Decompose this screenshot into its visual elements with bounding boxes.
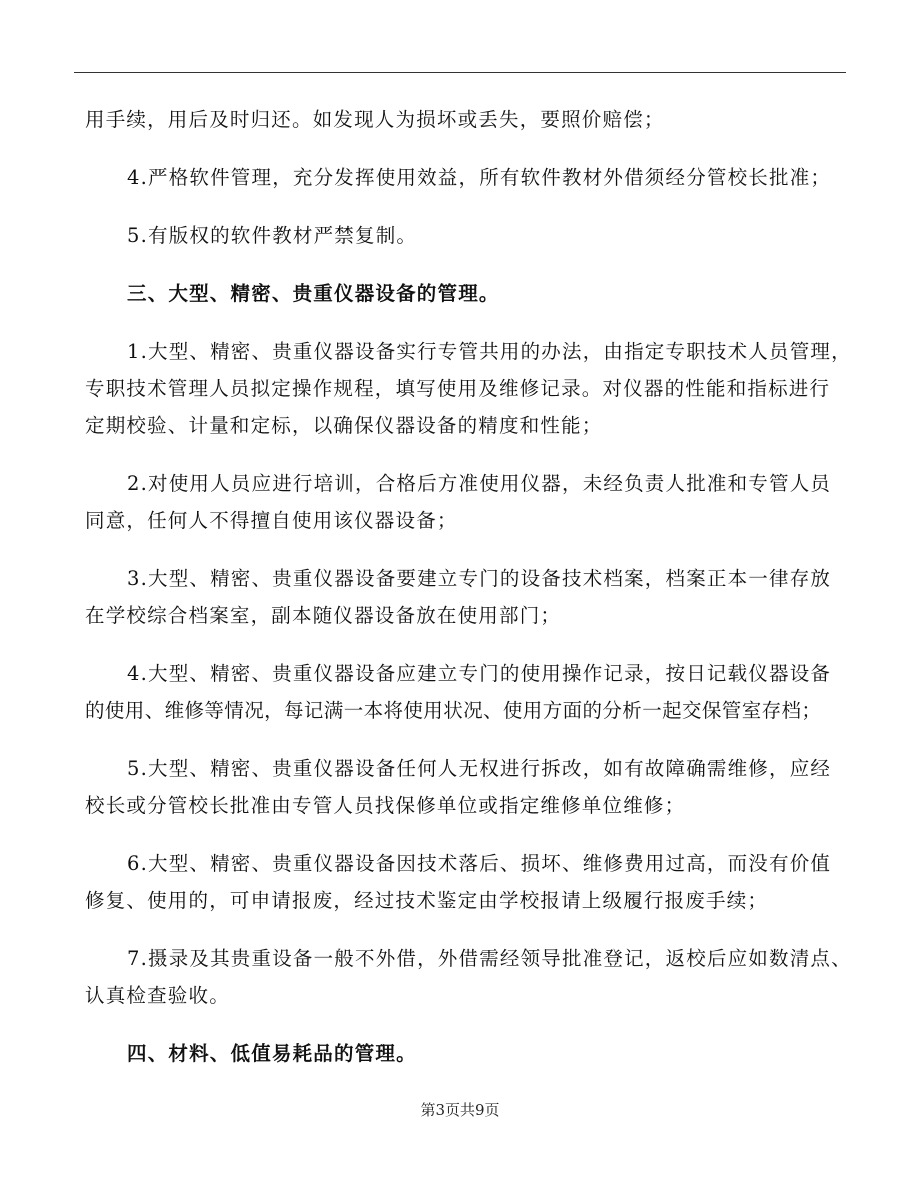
text-line: 用手续，用后及时归还。如发现人为损坏或丢失，要照价赔偿； [85, 108, 665, 131]
text-line: 3.大型、精密、贵重仪器设备要建立专门的设备技术档案，档案正本一律存放 [127, 567, 832, 590]
header-rule [74, 72, 846, 73]
text-line: 校长或分管校长批准由专管人员找保修单位或指定维修单位维修； [85, 794, 686, 817]
text-line: 的使用、维修等情况，每记满一本将使用状况、使用方面的分析一起交保管室存档； [85, 699, 822, 722]
text-line: 5.有版权的软件教材严禁复制。 [127, 224, 418, 247]
text-line: 6.大型、精密、贵重仪器设备因技术落后、损坏、维修费用过高，而没有价值 [127, 852, 832, 875]
text-line: 4.严格软件管理，充分发挥使用效益，所有软件教材外借须经分管校长批准； [127, 166, 832, 189]
text-line: 认真检查验收。 [85, 984, 230, 1007]
text-line: 4.大型、精密、贵重仪器设备应建立专门的使用操作记录，按日记载仪器设备 [127, 662, 832, 685]
text-line: 7.摄录及其贵重设备一般不外借，外借需经领导批准登记，返校后应如数清点、 [127, 947, 852, 970]
text-line: 1.大型、精密、贵重仪器设备实行专管共用的办法，由指定专职技术人员管理， [127, 340, 852, 363]
text-line: 2.对使用人员应进行培训，合格后方准使用仪器，未经负责人批准和专管人员 [127, 472, 832, 495]
text-line: 在学校综合档案室，副本随仪器设备放在使用部门； [85, 604, 562, 627]
section-heading: 四、材料、低值易耗品的管理。 [127, 1042, 417, 1065]
text-line: 定期校验、计量和定标，以确保仪器设备的精度和性能； [85, 414, 603, 437]
page-number: 第3页共9页 [420, 1101, 500, 1119]
section-heading: 三、大型、精密、贵重仪器设备的管理。 [127, 282, 500, 305]
text-line: 同意，任何人不得擅自使用该仪器设备； [85, 509, 458, 532]
document-body [85, 101, 852, 1072]
text-line: 5.大型、精密、贵重仪器设备任何人无权进行拆改，如有故障确需维修，应经 [127, 757, 832, 780]
text-line: 修复、使用的，可申请报废，经过技术鉴定由学校报请上级履行报废手续； [85, 889, 769, 912]
text-line: 专职技术管理人员拟定操作规程，填写使用及维修记录。对仪器的性能和指标进行 [85, 377, 831, 400]
